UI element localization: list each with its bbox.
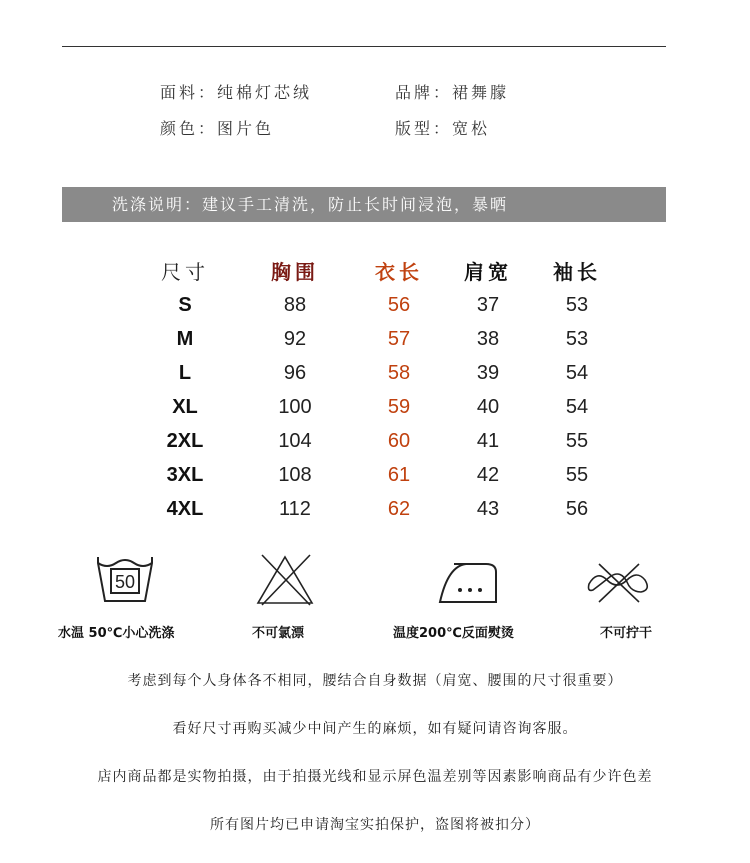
cell-shoulder: 40 — [476, 396, 500, 418]
spec-brand: 品牌：裙舞朦 — [395, 83, 510, 102]
note-check-size: 看好尺寸再购买减少中间产生的麻烦，如有疑问请咨询客服。 — [172, 721, 578, 737]
cell-length: 58 — [387, 362, 411, 384]
cell-sleeve: 53 — [565, 328, 589, 350]
header-size: 尺寸 — [161, 260, 209, 284]
spec-fabric: 面料：纯棉灯芯绒 — [160, 83, 313, 102]
cell-shoulder: 38 — [476, 328, 500, 350]
cell-sleeve: 54 — [565, 362, 589, 384]
iron-icon — [436, 560, 500, 606]
cell-size: L — [178, 362, 192, 384]
wash-basin-icon — [95, 553, 155, 605]
cell-sleeve: 55 — [565, 464, 589, 486]
cell-chest: 100 — [278, 396, 312, 418]
note-photo-protect: 所有图片均已申请淘宝实拍保护，盗图将被扣分） — [210, 817, 540, 833]
cell-shoulder: 37 — [476, 294, 500, 316]
cell-size: XL — [172, 396, 198, 418]
wash-instruction-bar: 洗涤说明：建议手工清洗，防止长时间浸泡，暴晒 — [62, 187, 666, 222]
spec-color: 颜色：图片色 — [160, 119, 275, 138]
cell-length: 57 — [387, 328, 411, 350]
cell-size: 4XL — [166, 498, 204, 520]
wash-temp-label: 水温 50℃小心洗涤 — [58, 626, 175, 641]
wash-temp-value: 50 — [114, 572, 136, 592]
cell-shoulder: 41 — [476, 430, 500, 452]
cell-length: 56 — [387, 294, 411, 316]
top-divider — [62, 46, 666, 47]
cell-sleeve: 56 — [565, 498, 589, 520]
no-bleach-icon — [254, 553, 316, 607]
cell-size: 2XL — [166, 430, 204, 452]
no-wring-label: 不可拧干 — [600, 626, 653, 641]
cell-chest: 104 — [278, 430, 312, 452]
no-bleach-label: 不可氯漂 — [252, 626, 305, 641]
cell-shoulder: 42 — [476, 464, 500, 486]
cell-sleeve: 55 — [565, 430, 589, 452]
header-chest: 胸围 — [271, 260, 319, 284]
cell-sleeve: 53 — [565, 294, 589, 316]
header-shoulder: 肩宽 — [464, 260, 512, 284]
cell-size: M — [176, 328, 194, 350]
cell-length: 62 — [387, 498, 411, 520]
no-wring-icon — [585, 562, 653, 604]
iron-label: 温度200℃反面熨烫 — [393, 626, 514, 641]
header-length: 衣长 — [375, 260, 423, 284]
cell-chest: 88 — [283, 294, 307, 316]
cell-chest: 108 — [278, 464, 312, 486]
cell-sleeve: 54 — [565, 396, 589, 418]
cell-length: 60 — [387, 430, 411, 452]
cell-shoulder: 39 — [476, 362, 500, 384]
cell-size: 3XL — [166, 464, 204, 486]
note-color-diff: 店内商品都是实物拍摄，由于拍摄光线和显示屏色温差别等因素影响商品有少许色差 — [97, 769, 653, 785]
cell-chest: 92 — [283, 328, 307, 350]
note-body-measure: 考虑到每个人身体各不相同，腰结合自身数据（肩宽、腰围的尺寸很重要） — [127, 673, 623, 689]
cell-length: 59 — [387, 396, 411, 418]
header-sleeve: 袖长 — [553, 260, 601, 284]
cell-chest: 112 — [279, 498, 311, 520]
cell-chest: 96 — [283, 362, 307, 384]
spec-fit: 版型：宽松 — [395, 119, 491, 138]
cell-length: 61 — [387, 464, 411, 486]
cell-size: S — [178, 294, 192, 316]
cell-shoulder: 43 — [476, 498, 500, 520]
